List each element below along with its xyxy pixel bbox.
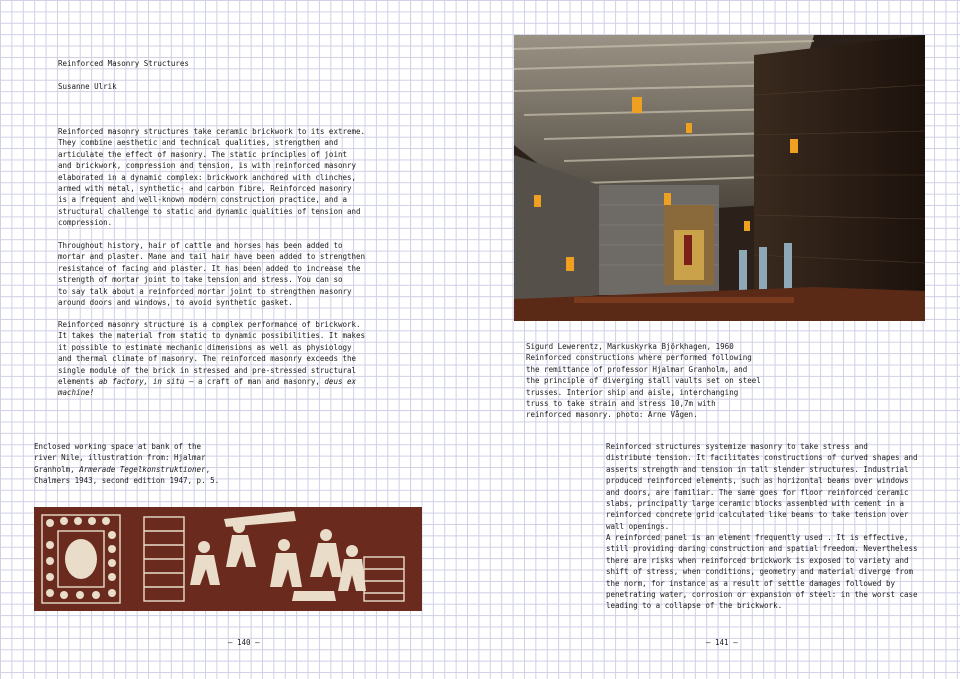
body-paragraph-5: A reinforced panel is an element frequently used . It is effective, still providing daring construction and spatial freedom. Nevertheless there are risks when reinforced brickwork is exposed to variety and shift of stress, when conditions, geometry and material diverge from the norm, for instance as a result of settle damages followed by penetrating water, corrosion or expansion of steel: in the worst case leading to a collapse of the brickwork. (606, 533, 918, 611)
photo-caption: Sigurd Lewerentz, Markuskyrka Björkhagen, 1960 Reinforced constructions where performed following the remittance of professor Hjalmar Granholm, and the principle of diverging stall vaults set on steel trusses. Interior ship and aisle, interchanging truss to take strain and stress 10,7m with reinforced masonry. photo: Arne Vågen. (526, 342, 761, 420)
p3-text-b: – a craft of man and masonry, (184, 377, 325, 387)
body-paragraph-1: Reinforced masonry structures take ceramic brickwork to its extreme. They combine aesthetic and technical qualities, strengthen and articulate the effect of masonry. The static principles of joint and brickwork, compression and tension, is with reinforced masonry elaborated in a dynamic complex: brickwork anchored with clinches, armed with metal, synthetic- and carbon fibre. Reinforced masonry is a frequent and well-known modern construction practice, and a structural challenge to static and dynamic qualities of tension and compression. (58, 127, 366, 228)
illustration-caption (34, 441, 219, 487)
egyptian-relief-illustration (34, 507, 422, 611)
page-number-right: – 141 – (706, 638, 738, 647)
caption-italic: Armerade Tegelkonstruktioner (79, 464, 206, 474)
caption-text-a: Enclosed working space at bank of the river Nile, illustration from: Hjalmar Granholm, (34, 442, 206, 474)
church-interior-photo (514, 35, 925, 321)
body-paragraph-3 (58, 319, 365, 399)
body-paragraph-4: Reinforced structures systemize masonry to take stress and distribute tension. It facilitates constructions of curved shapes and asserts strength and tension in tall slender structures. Industrial produced reinforced elements, such as horizontal beams over windows and doors, are familiar. The same goes for floor reinforced ceramic slabs, principally large ceramic blocks assembled with cement in a reinforced concrete grid calculated like beams to take tension over wall openings. (606, 442, 918, 531)
p3-italic-a: ab factory, in situ (98, 377, 185, 387)
caption-text-b: , Chalmers 1943, second edition 1947, p. 5. (34, 464, 220, 486)
p3-text-a: Reinforced masonry structure is a complex performance of brickwork. It takes the material from static to dynamic possibilities. It makes it possible to estimate mechanic dimensions as well as physiology and thermal climate of masonry. The reinforced masonry exceeds the single module of the brick in stressed and pre-stressed structural elements (58, 320, 366, 387)
page-number-left: – 140 – (228, 638, 260, 647)
p3-italic-b: deus ex machine! (58, 377, 357, 398)
body-paragraph-2: Throughout history, hair of cattle and horses has been added to mortar and plaster. Mane and tail hair have been added to strengthen resistance of facing and plaster. It has been added to increase the strength of mortar joint to take tension and stress. You can so to say talk about a reinforced mortar joint to strengthen masonry around doors and windows, to avoid synthetic gasket. (58, 241, 366, 308)
article-author: Susanne Ulrik (58, 82, 117, 91)
article-title: Reinforced Masonry Structures (58, 59, 189, 68)
